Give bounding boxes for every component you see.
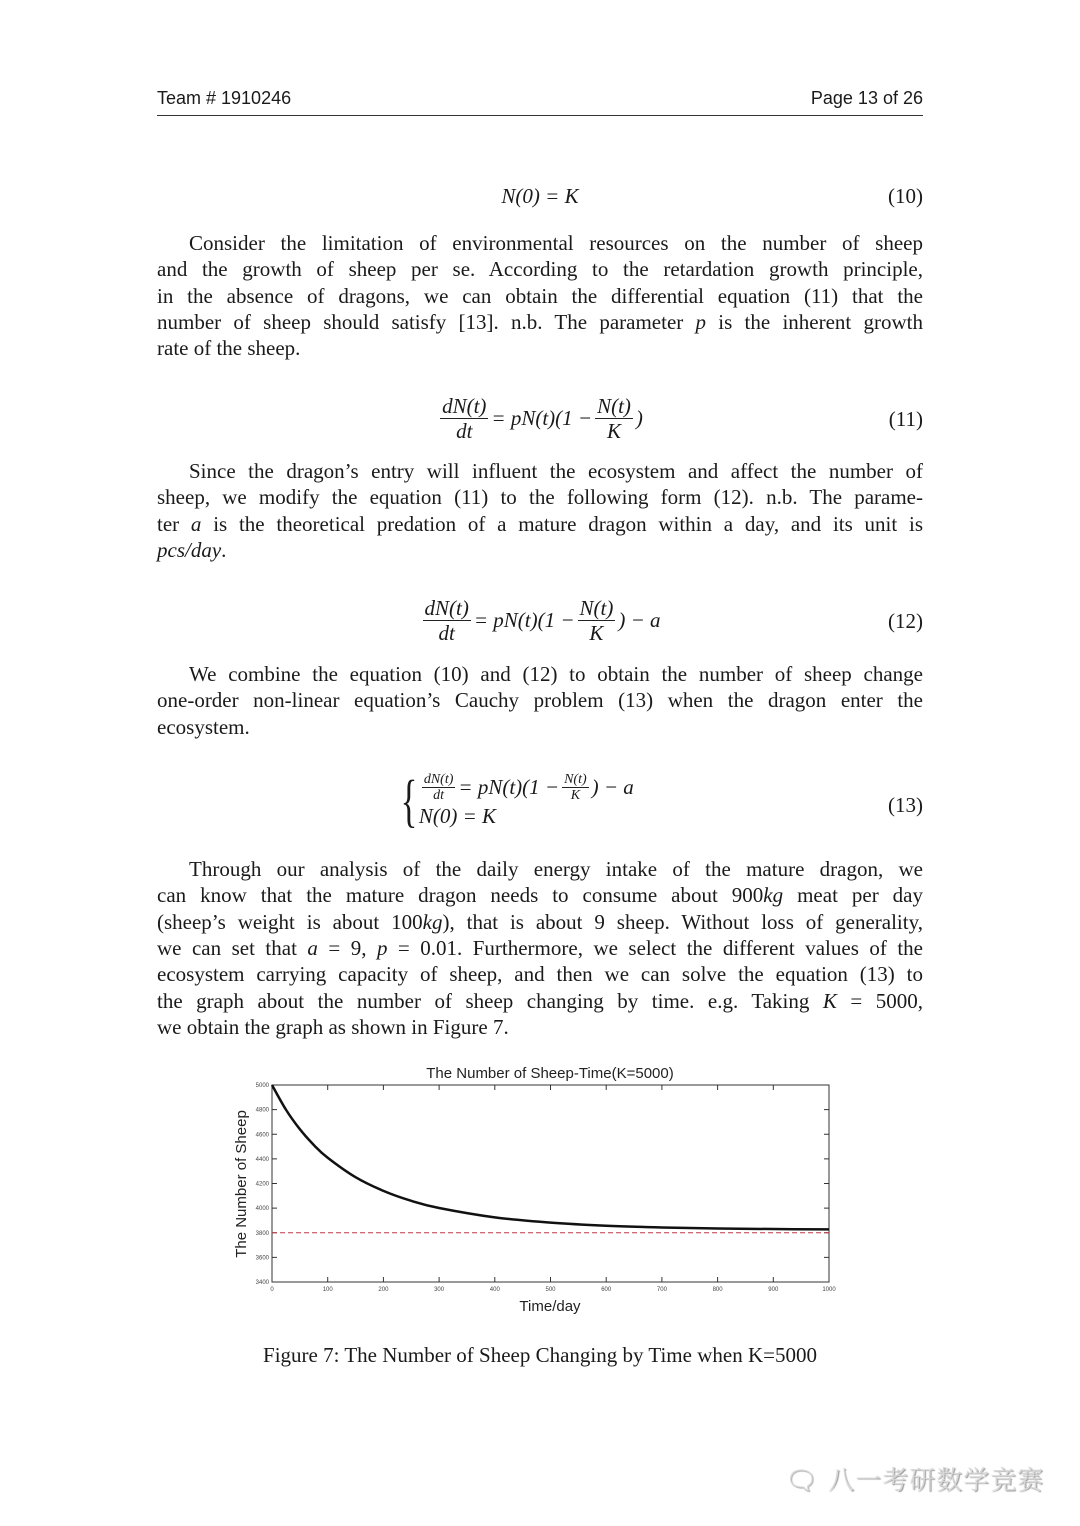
eq13-line2: N(0) = K <box>418 804 497 828</box>
text-line <box>157 283 923 309</box>
text-segment: . <box>221 537 227 562</box>
chart-title: The Number of Sheep-Time(K=5000) <box>426 1065 674 1082</box>
text-line <box>157 256 923 282</box>
text-line <box>189 458 923 484</box>
x-tick-label: 800 <box>712 1287 723 1293</box>
x-tick-label: 600 <box>601 1287 612 1293</box>
text-segment: is the theoretical predation of a mature dragon within a day, and its unit is <box>201 511 923 536</box>
text-segment: ), that is about 9 sheep. Without loss of generality, <box>442 909 923 934</box>
figure-7-chart <box>0 1058 1080 1318</box>
eq12-number: (12) <box>888 609 923 633</box>
eq12-frac-num: N(t) <box>579 596 614 620</box>
text-segment: the graph about the number of sheep changing by time. e.g. Taking <box>157 988 823 1013</box>
text-segment: is the inherent growth <box>706 309 924 334</box>
x-tick-label: 400 <box>489 1287 500 1293</box>
equation-13 <box>395 770 634 832</box>
text-line <box>157 335 923 361</box>
y-tick-label: 4000 <box>255 1206 269 1213</box>
y-tick-label: 4400 <box>255 1156 269 1163</box>
math-inline: p <box>695 309 707 334</box>
header-rule <box>157 115 923 116</box>
eq11-mid: = pN(t)(1 − <box>491 406 593 430</box>
text-segment: ecosystem. <box>157 714 250 739</box>
eq13-mid: = pN(t)(1 − <box>458 774 560 799</box>
watermark <box>785 1460 1044 1497</box>
math-inline: p <box>376 935 388 960</box>
text-segment: and the growth of sheep per se. According to the retardation growth principle, <box>157 257 923 282</box>
text-line <box>157 511 923 537</box>
text-line <box>157 687 923 713</box>
text-line <box>189 661 923 687</box>
text-line <box>189 856 923 882</box>
eq13-number: (13) <box>888 793 923 817</box>
text-segment: = 9, <box>317 935 377 960</box>
x-tick-label: 200 <box>378 1287 389 1293</box>
text-line <box>157 309 923 335</box>
equation-12 <box>157 596 923 645</box>
text-segment: we obtain the graph as shown in Figure 7. <box>157 1014 509 1039</box>
math-inline: K <box>822 988 837 1013</box>
x-tick-label: 300 <box>434 1287 445 1293</box>
y-tick-label: 3400 <box>255 1280 269 1286</box>
eq12-frac-den: K <box>589 621 604 645</box>
text-line <box>157 714 923 740</box>
math-inline: kg <box>422 909 443 934</box>
eq13-frac-den: K <box>570 787 581 803</box>
text-segment: (sheep’s weight is about 100 <box>157 909 423 934</box>
text-line <box>157 961 923 987</box>
wechat-icon: 🗨 <box>785 1466 820 1496</box>
text-segment: = 5000, <box>836 988 924 1013</box>
eq11-lhs-den: dt <box>456 419 473 443</box>
sheep-curve <box>272 1085 829 1229</box>
math-inline: a <box>307 935 318 960</box>
eq11-tail: ) <box>635 406 643 430</box>
text-line <box>157 935 923 961</box>
equation-10 <box>157 184 923 209</box>
header-team: Team # 1910246 <box>157 88 292 108</box>
eq13-tail: ) − a <box>591 774 634 799</box>
y-tick-label: 4600 <box>255 1132 269 1139</box>
text-line <box>157 537 923 563</box>
eq13-lhs-num: dN(t) <box>423 771 454 787</box>
text-segment: in the absence of dragons, we can obtain the differential equation (11) that the <box>157 283 923 308</box>
y-tick-label: 4200 <box>255 1181 269 1188</box>
eq12-mid: = pN(t)(1 − <box>473 608 575 632</box>
text-segment: Consider the limitation of environmental resources on the number of sheep <box>189 231 923 255</box>
eq11-frac-num: N(t) <box>597 394 631 418</box>
eq10-number: (10) <box>888 184 923 208</box>
math-inline: a <box>190 511 202 536</box>
x-axis-label: Time/day <box>519 1298 581 1315</box>
x-tick-label: 700 <box>656 1287 667 1293</box>
y-tick-label: 5000 <box>255 1083 269 1089</box>
eq11-frac-den: K <box>606 419 621 443</box>
text-segment: Through our analysis of the daily energy intake of the mature dragon, we <box>189 857 923 881</box>
text-line <box>189 230 923 256</box>
text-segment: ter <box>157 511 191 536</box>
equation-11 <box>157 394 923 443</box>
y-tick-label: 3600 <box>255 1255 269 1262</box>
text-segment: we can set that <box>157 935 308 960</box>
plot-frame <box>272 1085 829 1282</box>
watermark-text: 八一考研数学竞赛 <box>828 1466 1045 1496</box>
eq10-body: N(0) = K <box>501 184 579 208</box>
text-segment: one-order non-linear equation’s Cauchy problem (13) when the dragon enter the <box>157 688 923 713</box>
math-inline: kg <box>763 883 784 908</box>
eq13-frac-num: N(t) <box>564 771 587 787</box>
x-tick-label: 1000 <box>822 1287 836 1293</box>
text-segment: = 0.01. Furthermore, we select the different values of the <box>387 935 923 960</box>
y-tick-label: 4800 <box>255 1107 269 1114</box>
eq11-lhs-num: dN(t) <box>442 394 487 418</box>
header-page: Page 13 of 26 <box>810 88 923 108</box>
figure-caption: Figure 7: The Number of Sheep Changing by Time when K=5000 <box>263 1343 817 1367</box>
y-axis-label: The Number of Sheep <box>233 1110 250 1258</box>
x-tick-label: 100 <box>322 1287 333 1293</box>
text-line <box>157 484 923 510</box>
eq13-lhs-den: dt <box>433 787 445 803</box>
text-segment: rate of the sheep. <box>157 336 301 361</box>
eq12-lhs-den: dt <box>438 621 455 645</box>
eq12-tail: ) − a <box>618 608 661 632</box>
eq11-number: (11) <box>888 407 923 431</box>
text-segment: ecosystem carrying capacity of sheep, and then we can solve the equation (13) to <box>157 962 923 987</box>
x-tick-label: 900 <box>768 1287 779 1293</box>
text-segment: can know that the mature dragon needs to consume about 900 <box>157 883 764 908</box>
text-segment: number of sheep should satisfy [13]. n.b. The parameter <box>157 309 696 334</box>
x-tick-label: 500 <box>545 1287 556 1293</box>
text-segment: Since the dragon’s entry will influent the ecosystem and affect the number of <box>189 459 923 483</box>
eq12-lhs-num: dN(t) <box>424 596 469 620</box>
eq13-brace: { <box>400 768 418 833</box>
text-segment: We combine the equation (10) and (12) to obtain the number of sheep change <box>189 662 923 686</box>
text-line <box>157 882 923 908</box>
x-tick-label: 0 <box>270 1287 274 1293</box>
y-tick-label: 3800 <box>255 1230 269 1237</box>
text-line <box>157 988 923 1014</box>
text-line <box>157 909 923 935</box>
math-inline: pcs/day <box>157 537 222 562</box>
text-segment: meat per day <box>783 883 923 908</box>
text-segment: sheep, we modify the equation (11) to the following form (12). n.b. The parame- <box>157 485 923 510</box>
text-line <box>157 1014 923 1040</box>
